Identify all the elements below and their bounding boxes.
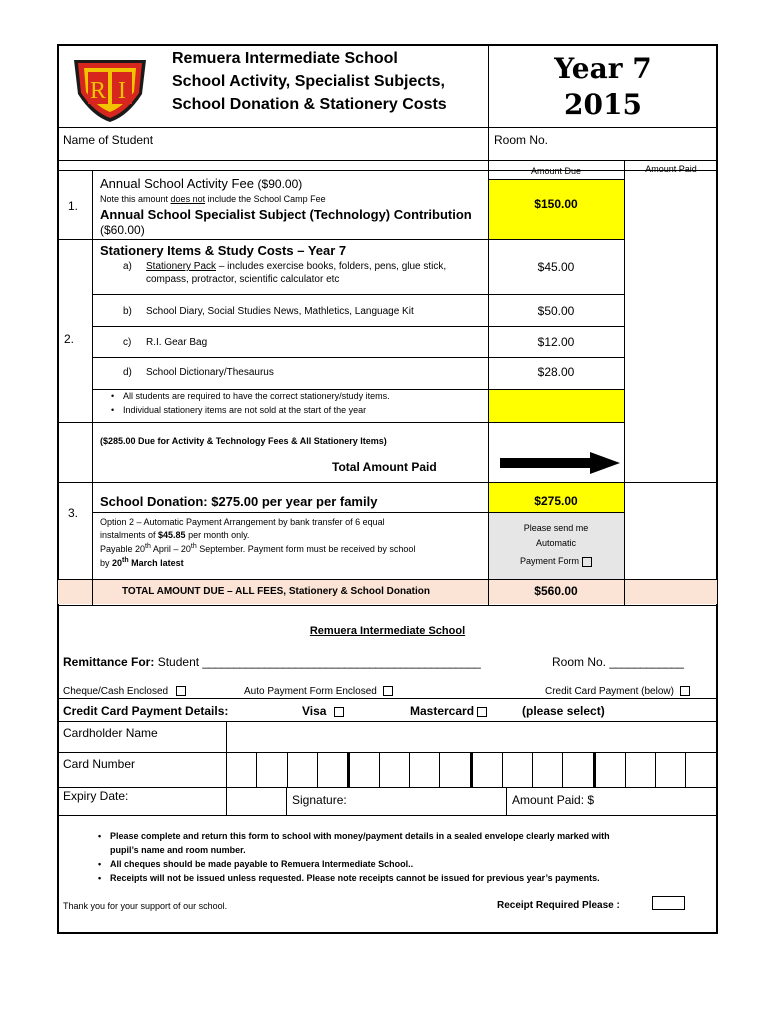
specialist-subject-fee: ($60.00)	[100, 223, 145, 237]
option-line-4-a: by	[100, 558, 113, 568]
mastercard-option	[410, 704, 487, 718]
cardholder-label: Cardholder Name	[63, 726, 158, 740]
option-line-4	[100, 557, 184, 568]
stationery-pack-desc: – includes exercise books, folders, pens, glue stick,	[216, 261, 447, 272]
stationery-total-cell	[489, 390, 624, 422]
item-c-amount: $12.00	[537, 335, 575, 349]
section1-amount: $150.00	[534, 197, 578, 211]
item-c-label: R.I. Gear Bag	[146, 337, 208, 348]
footer-bullet-3: • Receipts will not be issued unless requested. Please note receipts cannot be issued for previous year’s payments.	[110, 873, 600, 883]
cardholder-input[interactable]	[227, 722, 717, 752]
auto-payment-checkbox[interactable]	[383, 686, 393, 696]
option-line-3-sup2: th	[190, 543, 197, 550]
option-line-3	[100, 543, 415, 554]
stationery-bullet-1: • All students are required to have the correct stationery/study items.	[123, 391, 390, 401]
option-line-3-c: September. Payment form must be received by school	[196, 544, 416, 554]
item-d-label: School Dictionary/Thesaurus	[146, 367, 274, 378]
credit-below-label: Credit Card Payment (below)	[545, 686, 674, 697]
header-title-line1: Remuera Intermediate School	[172, 50, 398, 67]
amount-paid-header: Amount Paid	[645, 164, 697, 174]
section3-number: 3.	[68, 506, 79, 520]
camp-fee-note-suffix: include the School Camp Fee	[205, 194, 326, 204]
option-line-4-b: 20	[112, 558, 123, 568]
option-line-3-a: Payable 20	[100, 544, 146, 554]
card-number-boxes[interactable]	[226, 752, 718, 787]
item-c-letter: c)	[123, 337, 132, 348]
donation-title: School Donation: $275.00 per year per family	[100, 494, 378, 509]
signature-label: Signature:	[292, 793, 347, 807]
remittance-line	[63, 655, 480, 669]
send-form-checkbox[interactable]	[582, 557, 592, 567]
camp-fee-note	[100, 194, 326, 204]
header-title-line2: School Activity, Specialist Subjects,	[172, 73, 445, 90]
send-form-line2: Automatic	[535, 538, 577, 548]
credit-below-checkbox[interactable]	[680, 686, 690, 696]
footer-bullet-1: • Please complete and return this form to school with money/payment details in a sealed envelope clearly marked with	[110, 831, 610, 841]
student-name-input[interactable]: _____________________________________________	[202, 655, 481, 669]
activity-fee-title	[100, 176, 302, 191]
card-number-label: Card Number	[63, 757, 136, 771]
expiry-label: Expiry Date:	[63, 789, 129, 803]
arrow-right-icon	[498, 451, 622, 475]
activity-fee-title-text: Annual School Activity Fee	[100, 176, 254, 191]
stationery-title: Stationery Items & Study Costs – Year 7	[100, 243, 347, 258]
visa-option	[302, 704, 344, 718]
instalment-amount: $45.85	[158, 530, 186, 540]
amount-due-header: Amount Due	[530, 166, 582, 176]
auto-payment-label: Auto Payment Form Enclosed	[244, 686, 377, 697]
option-line-1: Option 2 – Automatic Payment Arrangement by bank transfer of 6 equal	[100, 517, 385, 527]
visa-label: Visa	[302, 704, 327, 718]
item-a-label-line2: compass, protractor, scientific calculator etc	[146, 274, 340, 285]
item-a-label	[146, 261, 446, 272]
room-no-input[interactable]: ____________	[609, 655, 684, 669]
cheque-label: Cheque/Cash Enclosed	[63, 686, 169, 697]
send-form-label: Payment Form	[519, 556, 579, 566]
student-name-label: Name of Student	[63, 133, 154, 147]
item-b-amount: $50.00	[537, 304, 575, 318]
remittance-school-heading-text: Remuera Intermediate School	[309, 625, 466, 637]
option-line-2-prefix: instalments of	[100, 530, 159, 540]
option-line-2	[100, 530, 249, 540]
mastercard-checkbox[interactable]	[477, 707, 487, 717]
visa-checkbox[interactable]	[334, 707, 344, 717]
credit-below-option	[545, 686, 690, 697]
item-d-amount: $28.00	[537, 365, 575, 379]
total-due-label: TOTAL AMOUNT DUE – ALL FEES, Stationery & School Donation	[122, 586, 430, 597]
due-note: ($285.00 Due for Activity & Technology Fees & All Stationery Items)	[100, 436, 387, 446]
total-amount-paid-label: Total Amount Paid	[332, 460, 437, 474]
cc-details-label: Credit Card Payment Details:	[63, 704, 229, 718]
stationery-bullet-2: • Individual stationery items are not sold at the start of the year	[123, 405, 366, 415]
header-title-line3: School Donation & Stationery Costs	[172, 96, 447, 113]
item-d-letter: d)	[123, 367, 132, 378]
option-line-3-b: April – 20	[150, 544, 191, 554]
room-no-label: Room No.	[494, 133, 549, 147]
camp-fee-note-prefix: Note this amount	[100, 194, 171, 204]
room-no-field	[552, 655, 683, 669]
send-form-line1: Please send me	[523, 523, 589, 533]
option-line-4-c: March latest	[128, 558, 184, 568]
please-select-label: (please select)	[522, 704, 605, 718]
footer-bullet-2: • All cheques should be made payable to Remuera Intermediate School..	[110, 859, 413, 869]
cheque-checkbox[interactable]	[176, 686, 186, 696]
student-label: Student	[157, 655, 200, 669]
amount-paid-label: Amount Paid: $	[512, 793, 595, 807]
item-a-letter: a)	[123, 261, 132, 272]
receipt-required-label: Receipt Required Please :	[497, 900, 620, 911]
remittance-school-heading	[57, 625, 718, 637]
item-a-amount: $45.00	[537, 260, 575, 274]
specialist-subject-title: Annual School Specialist Subject (Technology) Contribution	[100, 207, 472, 222]
donation-amount: $275.00	[534, 494, 578, 508]
thanks-note: Thank you for your support of our school.	[63, 901, 228, 911]
item-b-label: School Diary, Social Studies News, Mathletics, Language Kit	[146, 306, 414, 317]
activity-fee-amount: ($90.00)	[257, 177, 303, 191]
option-line-3-sup1: th	[145, 543, 151, 550]
year-value: 2015	[564, 88, 642, 121]
option-line-4-sup: th	[122, 557, 129, 564]
room-no-remit-label: Room No.	[552, 655, 607, 669]
option-line-2-suffix: per month only.	[185, 530, 250, 540]
remittance-for-label: Remittance For:	[63, 655, 155, 669]
footer-bullet-1-cont: pupil’s name and room number.	[110, 845, 246, 855]
svg-text:R: R	[89, 78, 107, 104]
total-due-amount: $560.00	[534, 584, 578, 598]
send-form-line3	[488, 556, 624, 567]
cheque-option	[63, 686, 186, 697]
section1-number: 1.	[68, 199, 79, 213]
auto-payment-option	[244, 686, 393, 697]
school-logo	[68, 50, 152, 124]
receipt-required-box[interactable]	[652, 896, 685, 910]
camp-fee-note-underlined: does not	[170, 194, 206, 204]
section2-number: 2.	[64, 332, 75, 346]
svg-text:I: I	[118, 78, 126, 104]
mastercard-label: Mastercard	[410, 704, 475, 718]
item-b-letter: b)	[123, 306, 132, 317]
year-label: Year 7	[554, 52, 652, 85]
stationery-pack-label: Stationery Pack	[146, 261, 217, 272]
